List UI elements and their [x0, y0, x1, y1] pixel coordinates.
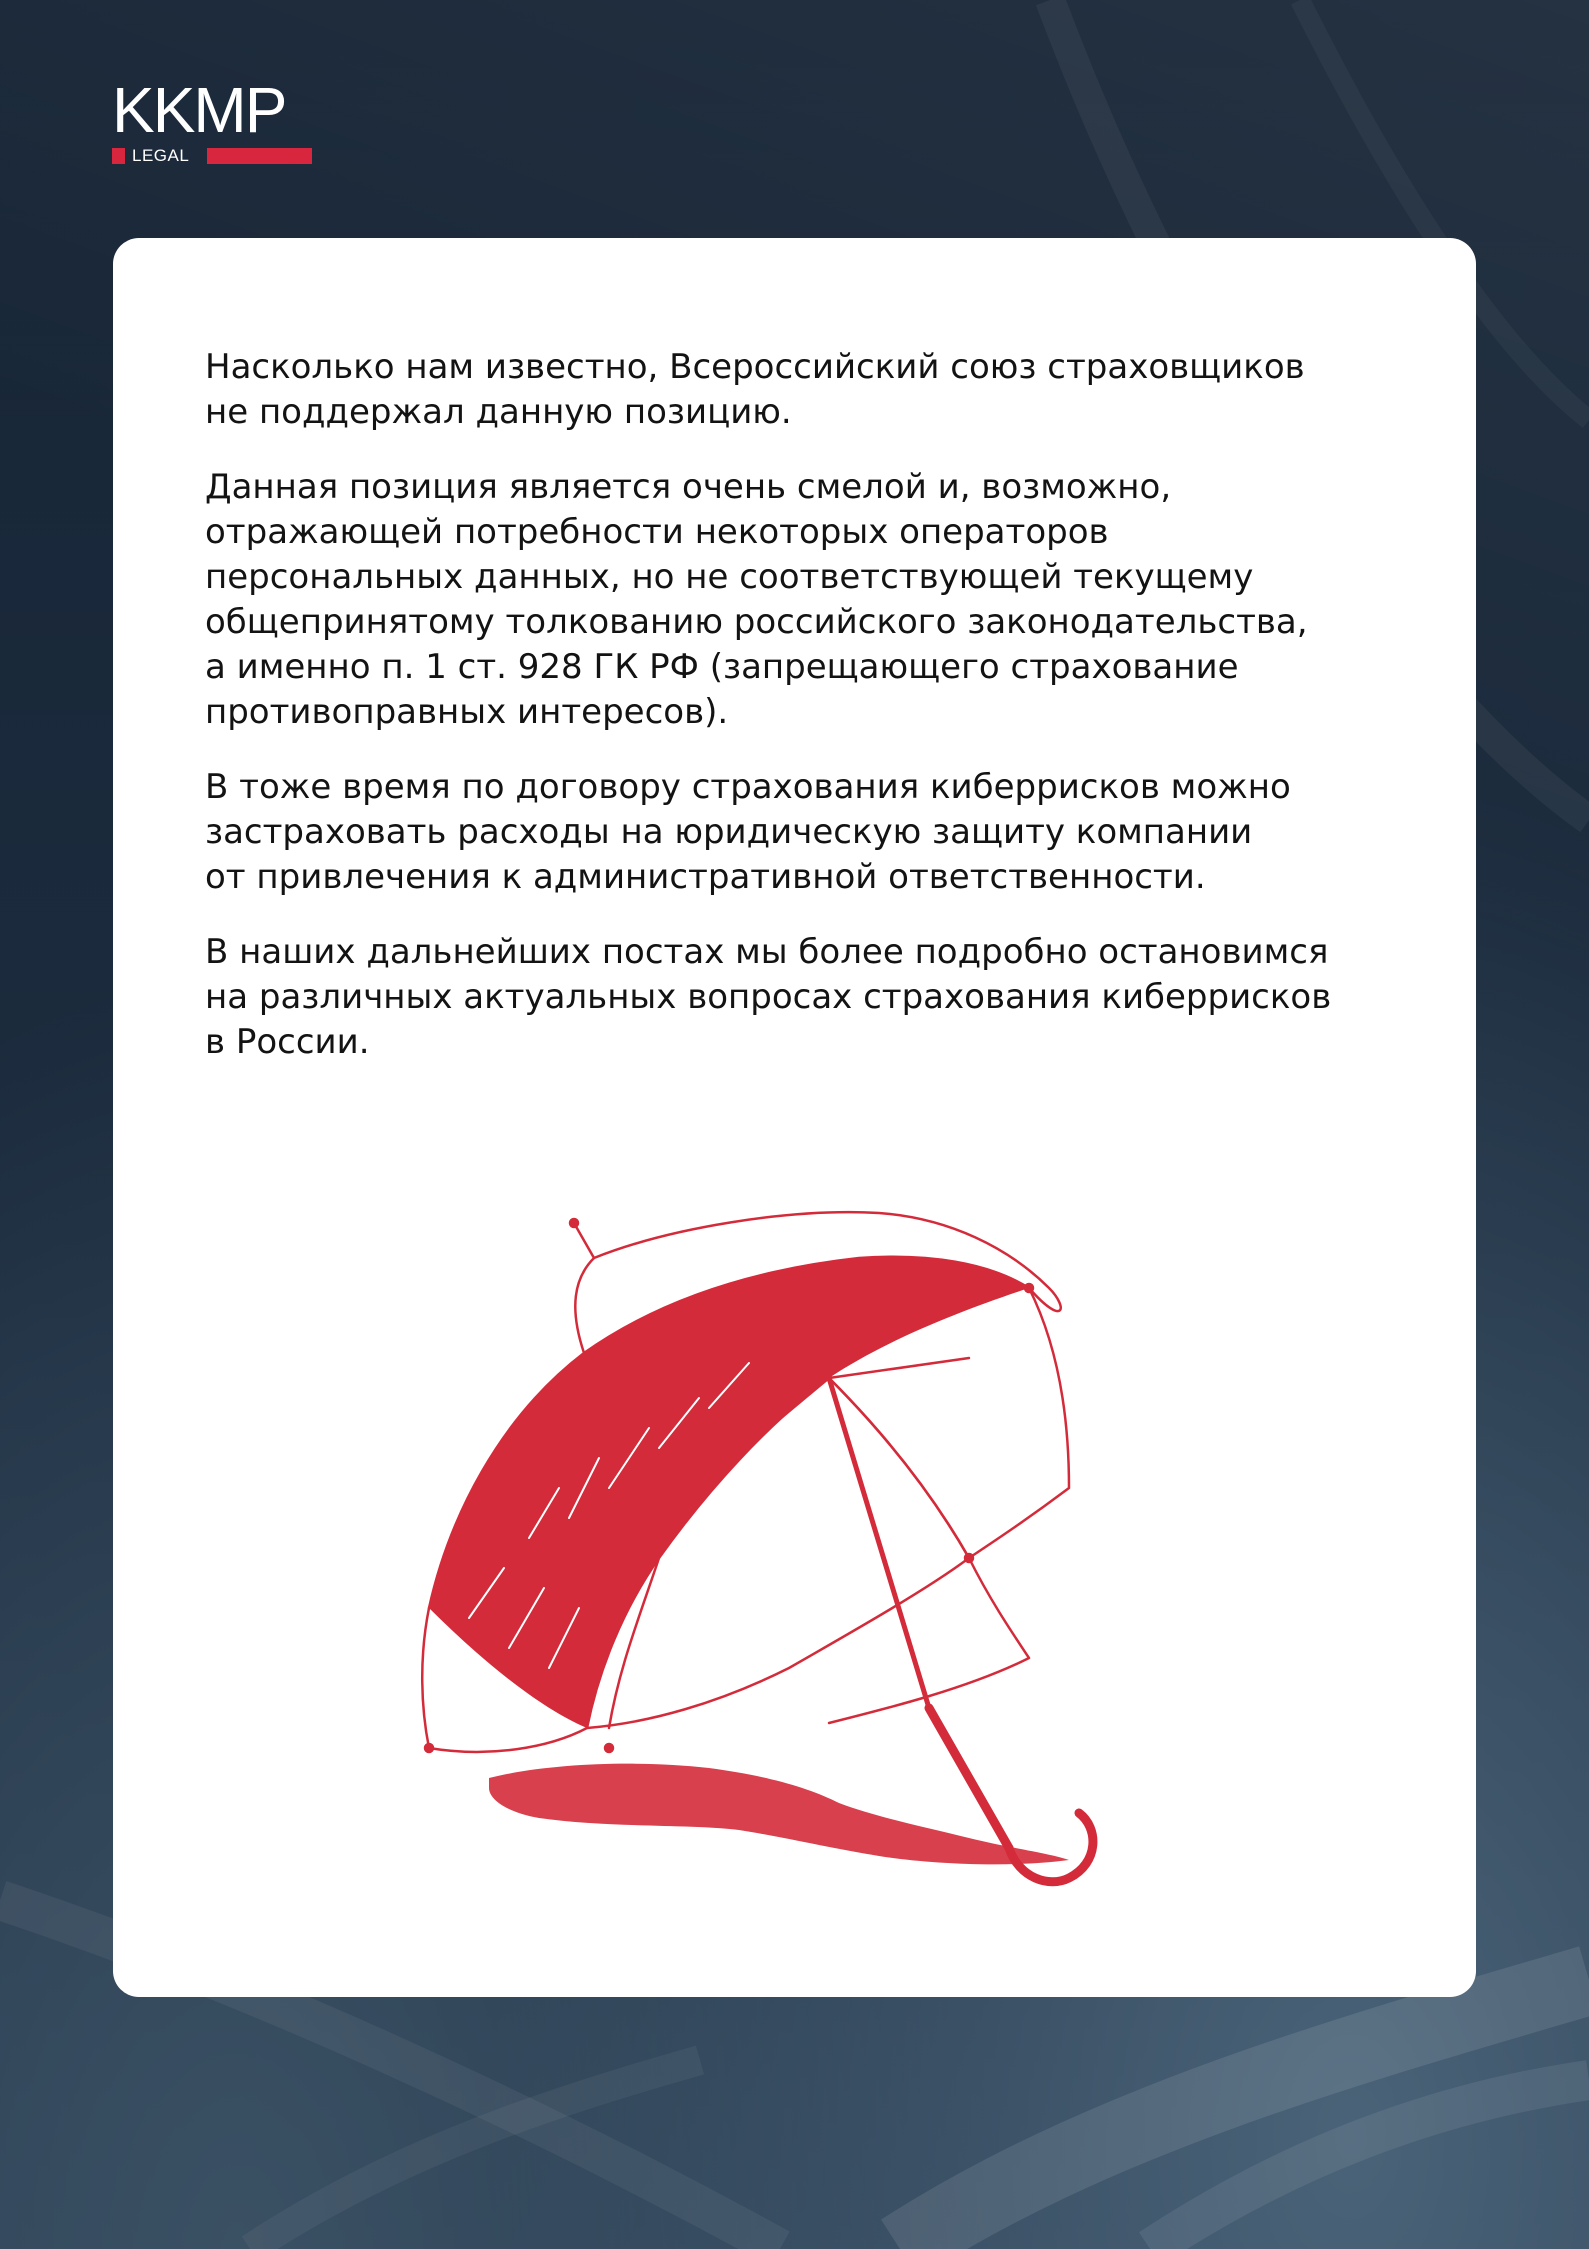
logo-underline [112, 148, 312, 164]
logo-subtitle: LEGAL [132, 146, 190, 165]
paragraph-1: Насколько нам известно, Всероссийский союз страховщиков не поддержал данную позицию. [205, 347, 1305, 432]
content-card [113, 238, 1476, 1997]
umbrella-icon [409, 1188, 1289, 1928]
paragraph-4: В наших дальнейших постах мы более подробно остановимся на различных актуальных вопросах страхования киберрисков в России. [205, 932, 1332, 1062]
paragraph-2: Данная позиция является очень смелой и, возможно, отражающей потребности некоторых операторов персональных данных, но не соответствующей текущему общепринятому толкованию российского законодательства, а именно п. 1 ст. 928 ГК РФ (запрещающего страхование противоправных интересов). [205, 467, 1308, 732]
logo-wordmark: KKMP [112, 74, 286, 146]
article-text [205, 345, 1405, 1095]
paragraph-3: В тоже время по договору страхования киберрисков можно застраховать расходы на юридическую защиту компании от привлечения к административной ответственности. [205, 767, 1291, 897]
company-logo [112, 74, 312, 165]
logo-red-block-left [112, 148, 125, 164]
logo-red-block-right [207, 148, 312, 164]
